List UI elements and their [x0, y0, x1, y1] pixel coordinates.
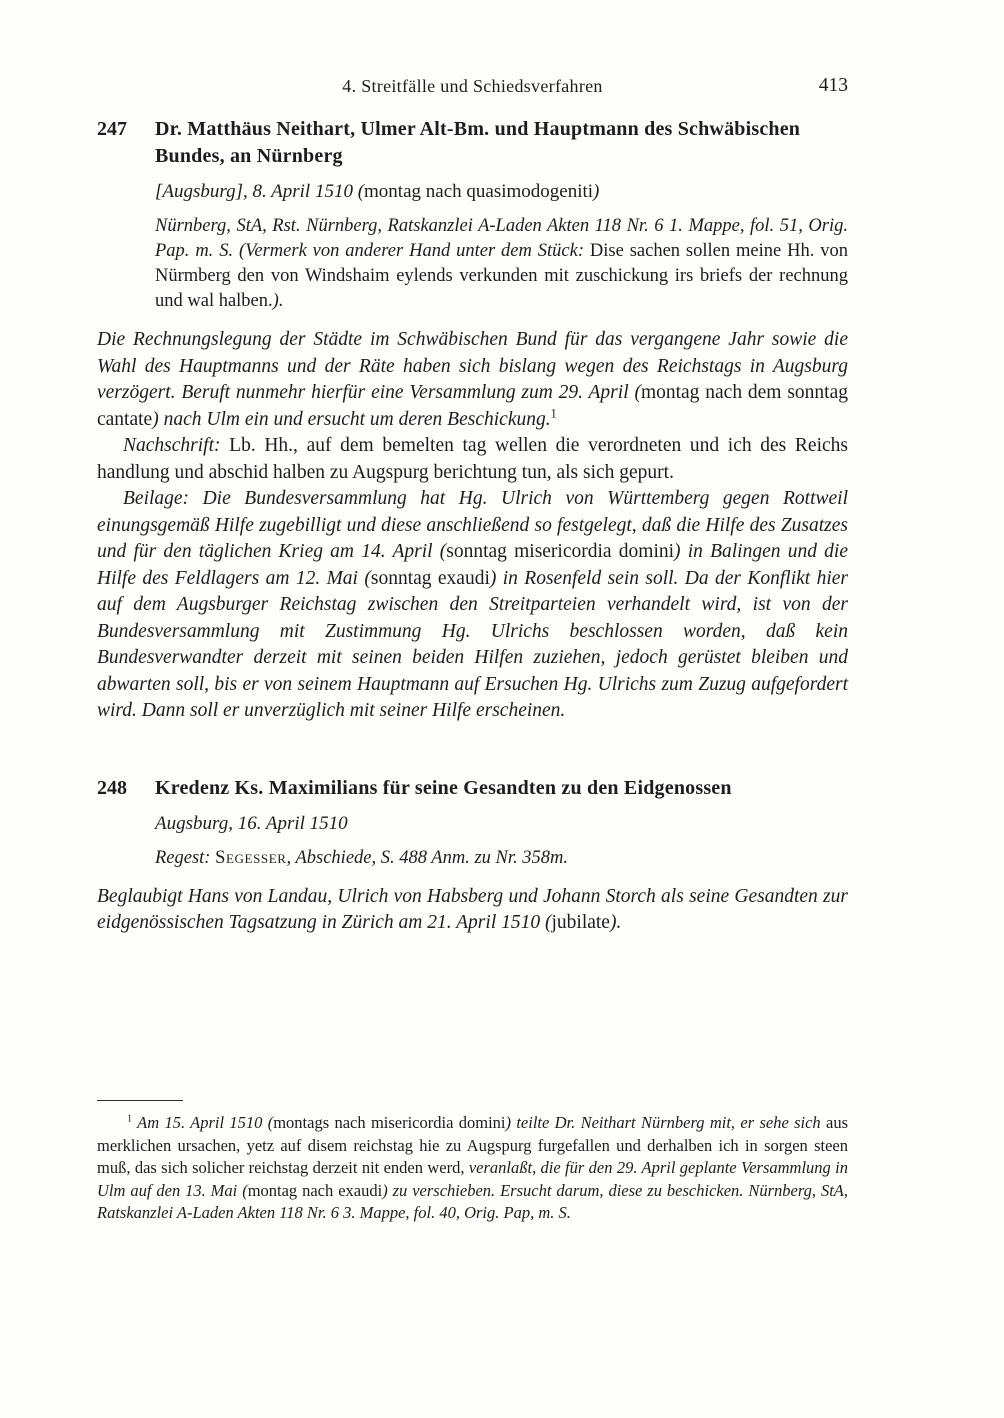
text-segment: Augsburg, 16. April 1510 — [155, 812, 348, 834]
text-segment: Beglaubigt Hans von Landau, Ulrich von Habsberg und Johann Storch als seine Gesandten zur eidgenössischen Tagsatzung in Zürich am 21. April 1510 ( — [97, 885, 848, 933]
entry-248-meta — [155, 811, 848, 871]
entry-archive-reference — [155, 214, 848, 314]
summary-paragraph — [97, 884, 848, 937]
entry-dateline — [155, 179, 848, 204]
text-segment: 1 — [550, 406, 557, 420]
page-number: 413 — [818, 75, 848, 96]
text-segment: Nachschrift: — [123, 435, 230, 456]
text-segment: ) teilte Dr. Neithart Nürnberg mit, er sehe sich — [505, 1113, 827, 1132]
text-segment: ) — [593, 181, 600, 202]
text-segment: montag nach dem sonntag cantate — [97, 382, 848, 430]
text-segment: Am 15. April 1510 ( — [132, 1113, 274, 1132]
entry-number: 247 — [97, 118, 127, 140]
text-segment: , Abschiede, S. 488 Anm. zu Nr. 358m. — [286, 847, 568, 868]
text-segment: ) nach Ulm ein und ersucht um deren Beschickung. — [152, 408, 551, 430]
text-block — [97, 76, 848, 937]
entry-regest-reference — [155, 846, 848, 871]
text-segment: [Augsburg], 8. April 1510 ( — [155, 181, 365, 202]
text-segment: ) zu verschieben. Ersucht darum, diese zu beschicken. Nürnberg, StA, Ratskanzlei A-Laden Akten 118 Nr. 6 3. Mappe, fol. 40, Orig. Pap, m. S. — [97, 1180, 848, 1222]
text-segment: Nürnberg, StA, Rst. Nürnberg, Ratskanzlei A-Laden Akten 118 Nr. 6 1. Mappe, fol. 51, Orig. Pap. m. S. (Vermerk von anderer Hand unter dem Stück: — [155, 216, 848, 261]
entry-dateline — [155, 811, 848, 836]
text-segment: ). — [609, 912, 622, 933]
text-segment: Die Rechnungslegung der Städte im Schwäbischen Bund für das vergangene Jahr sowie die Wahl des Hauptmanns und der Räte haben sich bislang wegen des Reichstags in Augsburg verzögert. Beruft nunmehr hierfür eine Versammlung zum 29. April ( — [97, 329, 848, 403]
text-segment: Lb. Hh., auf dem bemelten tag wellen die verordneten und ich des Reichs handlung und abschid halben zu Augspurg berichtung tun, als sich gepurt. — [97, 435, 848, 483]
text-segment: 1 — [127, 1113, 133, 1125]
text-segment: veranlaßt, die für den 29. April geplante Versammlung in Ulm auf den 13. Mai ( — [97, 1158, 848, 1200]
text-segment: sonntag exaudi — [370, 567, 490, 589]
entry-title: Dr. Matthäus Neithart, Ulmer Alt-Bm. und Hauptmann des Schwäbischen Bundes, an Nürnberg — [155, 118, 801, 167]
entry-number: 248 — [97, 776, 127, 799]
text-segment: montags nach misericordia domini — [273, 1113, 506, 1132]
summary-paragraph — [97, 327, 848, 433]
text-segment: Regest: — [155, 847, 216, 868]
text-segment: montag nach exaudi — [247, 1180, 383, 1200]
footnote-area — [97, 1100, 848, 1225]
text-segment: jubilate — [551, 912, 610, 933]
nachschrift-paragraph — [97, 433, 848, 486]
text-segment: Beilage: Die Bundesversammlung hat Hg. Ulrich von Württemberg gegen Rottweil einungsgemäß Hilfe zugebilligt und diese anschließend so festgelegt, daß die Hilfe des Zusatzes und für den täglichen Krieg am 14. April ( — [97, 488, 848, 562]
entry-248 — [97, 775, 848, 937]
entry-247-meta — [155, 179, 848, 314]
text-segment: ) in Balingen und die Hilfe des Feldlagers am 12. Mai ( — [97, 541, 848, 589]
footnote-rule — [97, 1100, 183, 1101]
text-segment: aus merklichen ursachen, yetz auf disem reichstag hie zu Augspurg furgefallen und derhalben ich in sorgen steen muß, das sich solicher reichstag derzeit nit enden werd, — [97, 1113, 849, 1177]
entry-247-summary — [97, 327, 848, 725]
text-segment: montag nach quasimodogeniti — [364, 181, 594, 202]
text-segment: sonntag misericordia domini — [446, 541, 675, 562]
entry-247-heading — [97, 116, 848, 170]
entry-248-summary — [97, 884, 848, 937]
text-segment: Dise sachen sollen meine Hh. von Nürmberg den von Windshaim eylends verkunden mit zuschickung irs briefs der rechnung und wal halben. — [155, 241, 849, 311]
text-segment: ) in Rosenfeld sein soll. Da der Konflikt hier auf dem Augsburger Reichstag zwischen den Streitparteien verhandelt wird, ist von der Bundesversammlung mit Zustimmung Hg. Ulrichs beschlossen worden, daß kein Bundesverwandter derzeit mit seinen beiden Hilfen zuziehen, jedoch gerüstet bleiben und abwarten soll, bis er von seinem Hauptmann auf Ersuchen Hg. Ulrichs zum Zuzug aufgefordert wird. Dann soll er unverzüglich mit seiner Hilfe erscheinen. — [97, 567, 849, 721]
chapter-header: 4. Streitfälle und Schiedsverfahren — [342, 76, 603, 96]
beilage-paragraph — [97, 486, 848, 725]
running-header — [97, 76, 848, 102]
entry-248-heading — [97, 775, 848, 802]
text-segment: Segesser — [215, 847, 287, 868]
text-segment: ). — [272, 291, 284, 311]
entry-247 — [97, 116, 848, 725]
footnote-1 — [97, 1112, 848, 1225]
entry-title: Kredenz Ks. Maximilians für seine Gesandten zu den Eidgenossen — [155, 776, 732, 799]
